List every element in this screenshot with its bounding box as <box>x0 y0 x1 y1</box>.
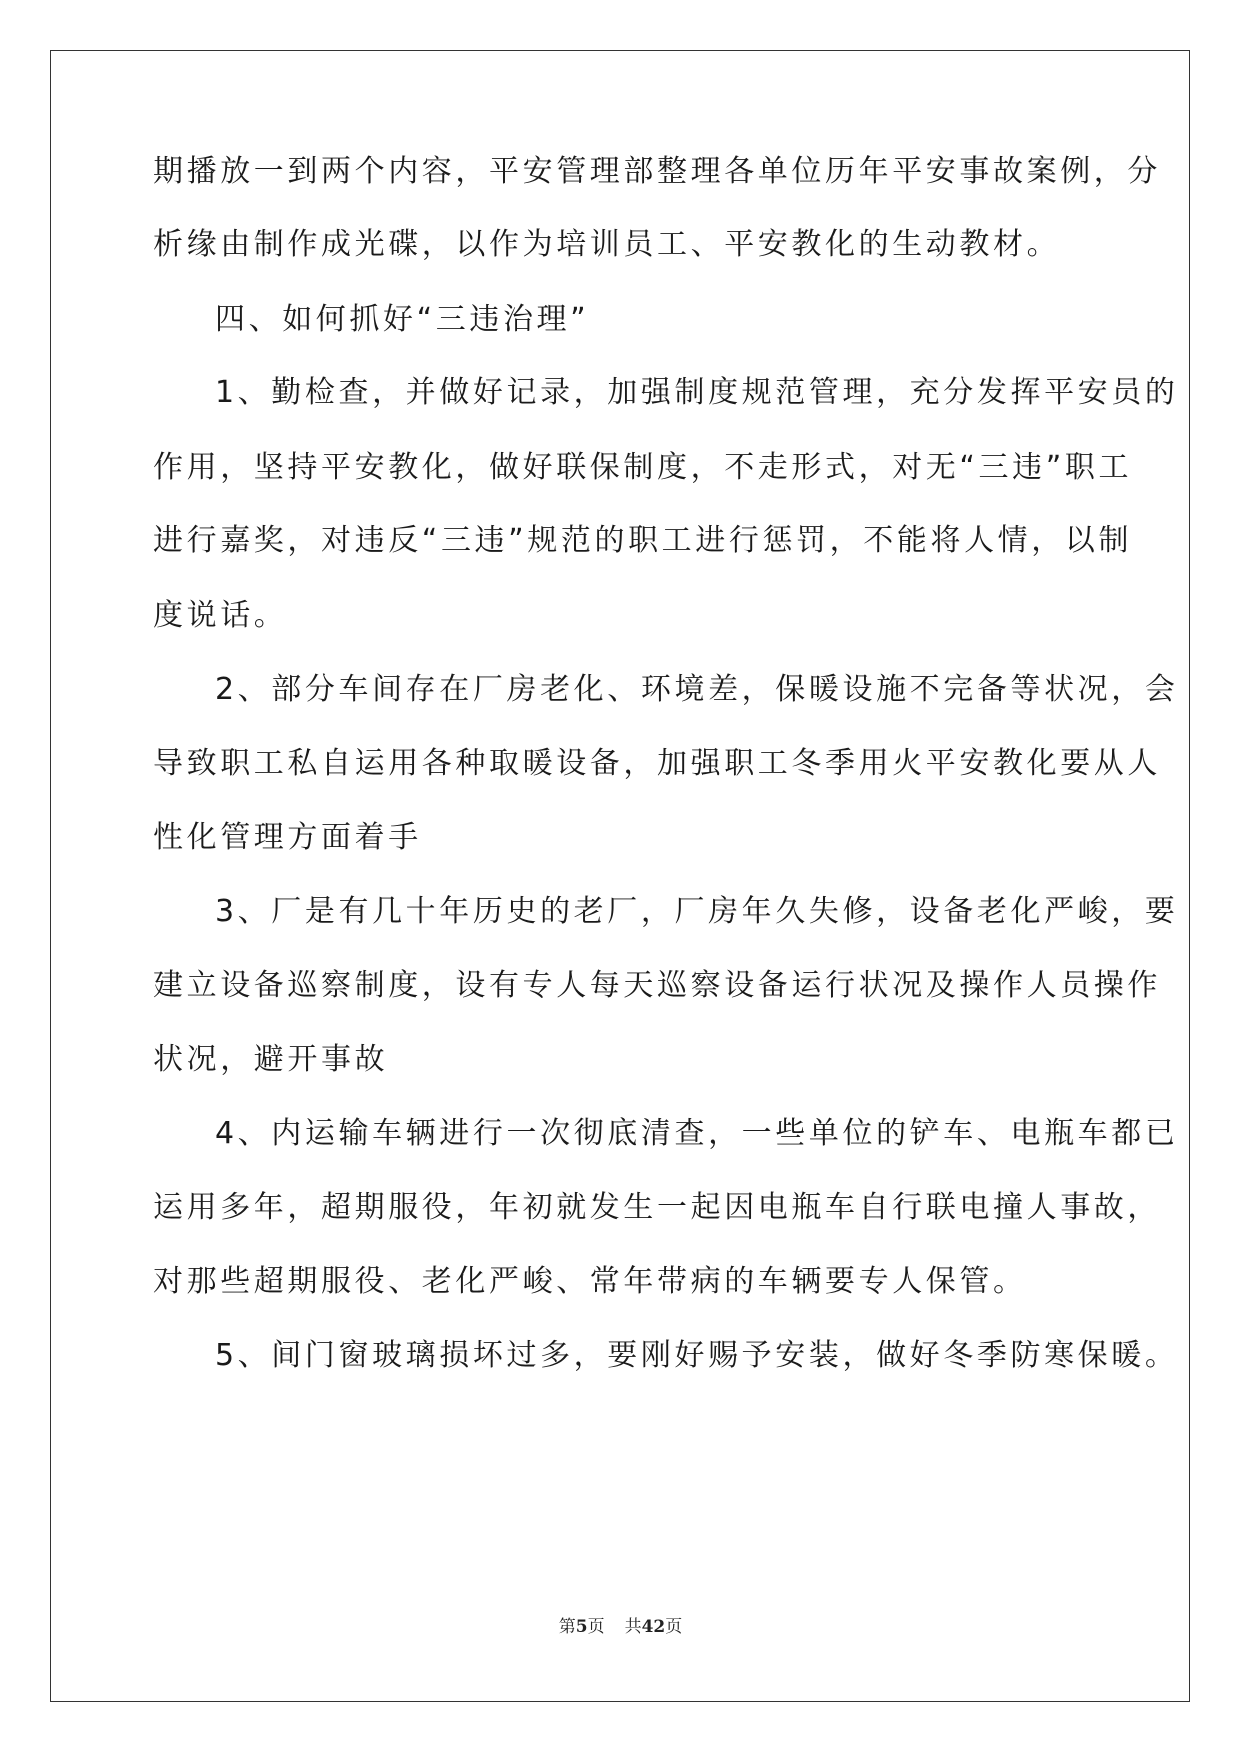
page-suffix: 页 <box>587 1617 605 1637</box>
text-line: 性化管理方面着手 <box>153 820 422 855</box>
total-pages: 42 <box>641 1617 666 1637</box>
text-line: 作用，坚持平安教化，做好联保制度，不走形式，对无“三违”职工 <box>153 450 1133 485</box>
page-border <box>50 50 1190 1702</box>
text-line: 期播放一到两个内容，平安管理部整理各单位历年平安事故案例，分 <box>153 154 1161 189</box>
text-line: 建立设备巡察制度，设有专人每天巡察设备运行状况及操作人员操作 <box>153 968 1161 1003</box>
section-heading: 四、如何抓好“三违治理” <box>215 302 590 337</box>
text-line: 状况，避开事故 <box>153 1042 389 1077</box>
text-line: 5、间门窗玻璃损坏过多，要刚好赐予安装，做好冬季防寒保暖。 <box>215 1338 1179 1373</box>
text-line: 1、勤检查，并做好记录，加强制度规范管理，充分发挥平安员的 <box>215 375 1179 410</box>
page-footer <box>0 1612 1241 1637</box>
total-prefix: 共 <box>624 1617 642 1637</box>
text-line: 运用多年，超期服役，年初就发生一起因电瓶车自行联电撞人事故， <box>153 1190 1161 1225</box>
page-prefix: 第 <box>558 1617 576 1637</box>
text-line: 对那些超期服役、老化严峻、常年带病的车辆要专人保管。 <box>153 1264 1027 1299</box>
total-suffix: 页 <box>665 1617 683 1637</box>
text-line: 2、部分车间存在厂房老化、环境差，保暖设施不完备等状况，会 <box>215 672 1179 707</box>
text-line: 4、内运输车辆进行一次彻底清查，一些单位的铲车、电瓶车都已 <box>215 1116 1179 1151</box>
text-line: 进行嘉奖，对违反“三违”规范的职工进行惩罚，不能将人情，以制 <box>153 523 1133 558</box>
text-line: 析缘由制作成光碟，以作为培训员工、平安教化的生动教材。 <box>153 227 1061 262</box>
text-line: 3、厂是有几十年历史的老厂，厂房年久失修，设备老化严峻，要 <box>215 894 1179 929</box>
text-line: 导致职工私自运用各种取暖设备，加强职工冬季用火平安教化要从人 <box>153 746 1161 781</box>
page-number: 5 <box>575 1617 588 1637</box>
text-line: 度说话。 <box>153 598 288 633</box>
